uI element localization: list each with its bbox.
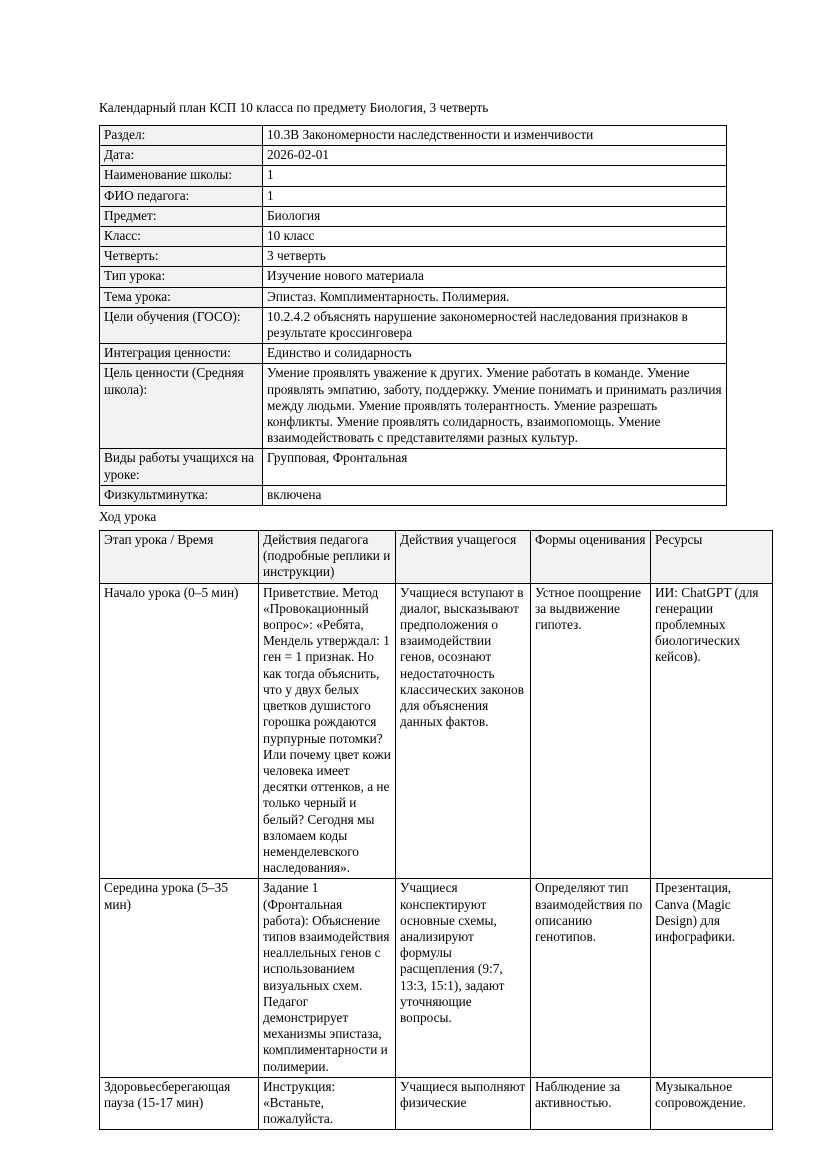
info-value: включена	[263, 485, 727, 505]
table-header-row	[100, 531, 773, 584]
column-header-assessment: Формы оценивания	[531, 531, 651, 584]
info-label: Физкультминутка:	[100, 485, 263, 505]
info-label: Виды работы учащихся на уроке:	[100, 449, 263, 485]
info-label: Дата:	[100, 146, 263, 166]
info-value: 10 класс	[263, 227, 727, 247]
info-label: Наименование школы:	[100, 166, 263, 186]
info-label: Класс:	[100, 227, 263, 247]
cell-stage: Здоровьесберегающая пауза (15-17 мин)	[100, 1077, 259, 1130]
info-label: Цель ценности (Средняя школа):	[100, 364, 263, 449]
info-label: Раздел:	[100, 126, 263, 146]
table-row	[100, 1077, 773, 1130]
info-value: 10.2.4.2 объяснять нарушение закономерностей наследования признаков в результате кроссинговера	[263, 307, 727, 343]
lesson-flow-head	[100, 531, 773, 584]
info-value: Умение проявлять уважение к других. Умение работать в команде. Умение проявлять эмпатию, заботу, поддержку. Умение понимать и принимать различия между людьми. Умение проявлять толерантность. Умение разрешать конфликты. Умение проявлять солидарность, взаимопомощь. Умение взаимодействовать с представителями разных культур.	[263, 364, 727, 449]
table-row	[100, 449, 727, 485]
lesson-flow-table	[99, 530, 773, 1130]
cell-student-actions: Учащиеся вступают в диалог, высказывают предположения о взаимодействии генов, осознают недостаточность классических законов для объяснения данных фактов.	[396, 583, 531, 879]
cell-teacher-actions: Инструкция: «Встаньте, пожалуйста.	[259, 1077, 396, 1130]
table-row	[100, 485, 727, 505]
column-header-teacher-actions: Действия педагога (подробные реплики и инструкции)	[259, 531, 396, 584]
info-value: Единство и солидарность	[263, 344, 727, 364]
cell-resources: Музыкальное сопровождение.	[651, 1077, 773, 1130]
cell-teacher-actions: Приветствие. Метод «Провокационный вопрос»: «Ребята, Мендель утверждал: 1 ген = 1 признак. Но как тогда объяснить, что у двух белых цветков душистого горошка рождаются пурпурные потомки? Или почему цвет кожи человека имеет десятки оттенков, а не только черный и белый? Сегодня мы взломаем коды неменделевского наследования».	[259, 583, 396, 879]
info-value: Биология	[263, 206, 727, 226]
cell-student-actions: Учащиеся выполняют физические	[396, 1077, 531, 1130]
table-row	[100, 344, 727, 364]
table-row	[100, 364, 727, 449]
table-row	[100, 247, 727, 267]
info-label: Предмет:	[100, 206, 263, 226]
table-row	[100, 267, 727, 287]
table-row	[100, 307, 727, 343]
info-label: Интеграция ценности:	[100, 344, 263, 364]
lesson-info-table	[99, 125, 727, 506]
info-value: 10.3В Закономерности наследственности и изменчивости	[263, 126, 727, 146]
lesson-flow-heading: Ход урока	[99, 509, 157, 525]
cell-student-actions: Учащиеся конспектируют основные схемы, анализируют формулы расщепления (9:7, 13:3, 15:1), задают уточняющие вопросы.	[396, 879, 531, 1077]
column-header-resources: Ресурсы	[651, 531, 773, 584]
column-header-student-actions: Действия учащегося	[396, 531, 531, 584]
table-row	[100, 126, 727, 146]
cell-stage: Середина урока (5–35 мин)	[100, 879, 259, 1077]
cell-assessment: Наблюдение за активностью.	[531, 1077, 651, 1130]
info-label: ФИО педагога:	[100, 186, 263, 206]
info-value: Изучение нового материала	[263, 267, 727, 287]
column-header-stage: Этап урока / Время	[100, 531, 259, 584]
info-value: 3 четверть	[263, 247, 727, 267]
info-value: Групповая, Фронтальная	[263, 449, 727, 485]
cell-stage: Начало урока (0–5 мин)	[100, 583, 259, 879]
table-row	[100, 227, 727, 247]
info-label: Четверть:	[100, 247, 263, 267]
table-row	[100, 583, 773, 879]
table-row	[100, 879, 773, 1077]
info-value: 1	[263, 166, 727, 186]
lesson-info-body	[100, 126, 727, 506]
table-row	[100, 206, 727, 226]
page-title: Календарный план КСП 10 класса по предмету Биология, 3 четверть	[99, 100, 489, 115]
table-row	[100, 166, 727, 186]
cell-assessment: Устное поощрение за выдвижение гипотез.	[531, 583, 651, 879]
info-label: Тип урока:	[100, 267, 263, 287]
info-label: Тема урока:	[100, 287, 263, 307]
lesson-flow-body	[100, 583, 773, 1130]
info-label: Цели обучения (ГОСО):	[100, 307, 263, 343]
table-row	[100, 186, 727, 206]
cell-teacher-actions: Задание 1 (Фронтальная работа): Объяснение типов взаимодействия неаллельных генов с использованием визуальных схем. Педагог демонстрирует механизмы эпистаза, комплиментарности и полимерии.	[259, 879, 396, 1077]
cell-resources: ИИ: ChatGPT (для генерации проблемных биологических кейсов).	[651, 583, 773, 879]
table-row	[100, 287, 727, 307]
info-value: Эпистаз. Комплиментарность. Полимерия.	[263, 287, 727, 307]
cell-resources: Презентация, Canva (Magic Design) для инфографики.	[651, 879, 773, 1077]
table-row	[100, 146, 727, 166]
info-value: 2026-02-01	[263, 146, 727, 166]
info-value: 1	[263, 186, 727, 206]
cell-assessment: Определяют тип взаимодействия по описанию генотипов.	[531, 879, 651, 1077]
